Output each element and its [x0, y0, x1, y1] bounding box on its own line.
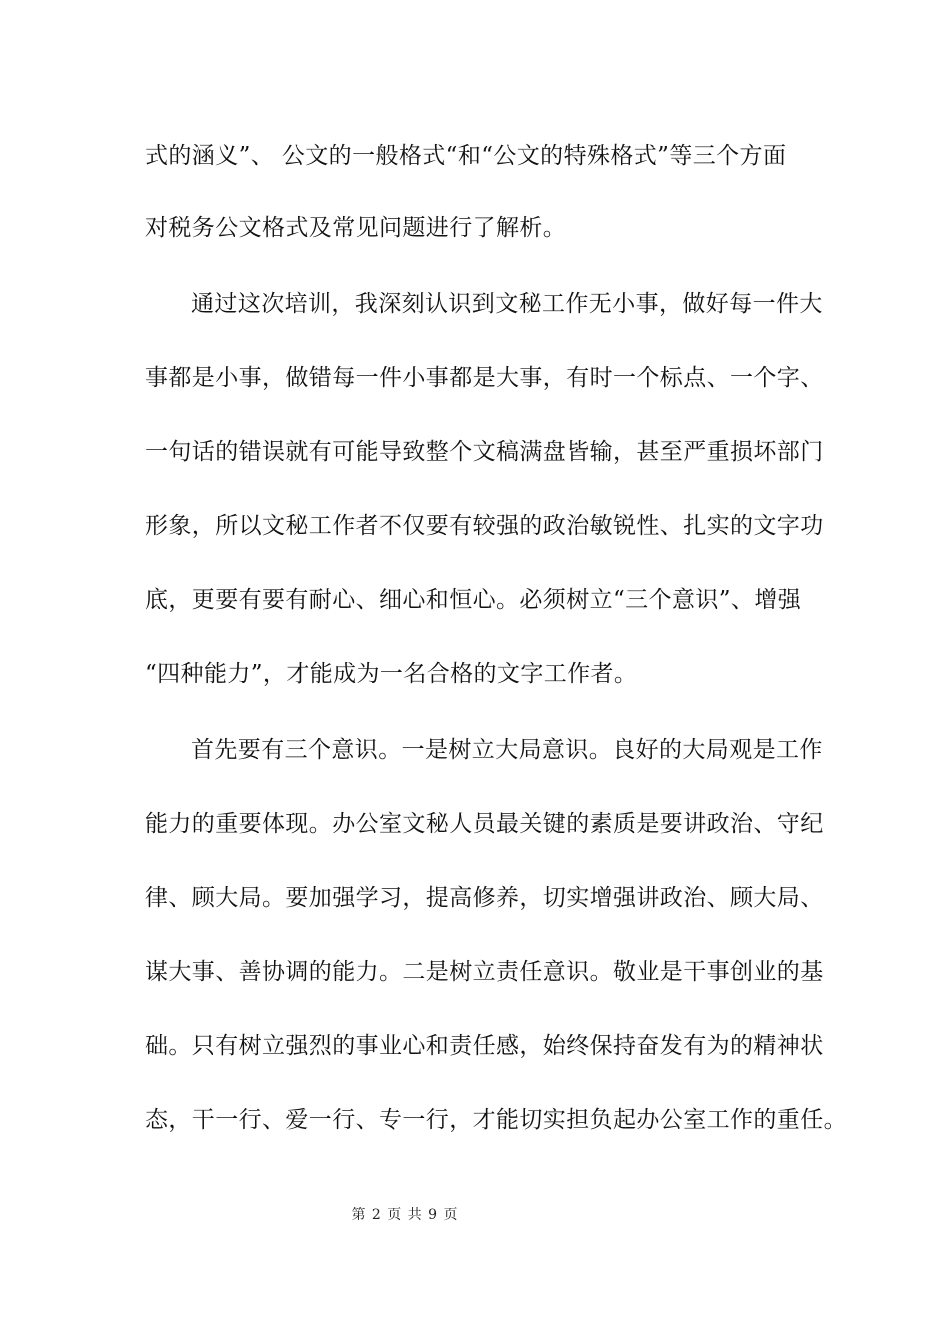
paragraph-line: 础。只有树立强烈的事业心和责任感，始终保持奋发有为的精神状 — [145, 1033, 824, 1059]
paragraph-line: 律、顾大局。要加强学习，提高修养，切实增强讲政治、顾大局、 — [145, 885, 824, 911]
paragraph-line: 形象，所以文秘工作者不仅要有较强的政治敏锐性、扎实的文字功 — [145, 513, 824, 539]
page-number-footer: 第 2 页 共 9 页 — [351, 1207, 459, 1223]
paragraph-line: 首先要有三个意识。一是树立大局意识。良好的大局观是工作 — [191, 737, 823, 763]
paragraph-line: 一句话的错误就有可能导致整个文稿满盘皆输，甚至严重损坏部门 — [145, 439, 824, 465]
paragraph-line: 谋大事、善协调的能力。二是树立责任意识。敬业是干事创业的基 — [145, 959, 824, 985]
paragraph-line: “四种能力”，才能成为一名合格的文字工作者。 — [145, 661, 638, 687]
paragraph-line: 式的涵义”、 公文的一般格式“和“公文的特殊格式”等三个方面 — [145, 143, 787, 169]
paragraph-line: 对税务公文格式及常见问题进行了解析。 — [145, 215, 567, 241]
paragraph-line: 能力的重要体现。办公室文秘人员最关键的素质是要讲政治、守纪 — [145, 811, 824, 837]
paragraph-line: 态，干一行、爱一行、专一行，才能切实担负起办公室工作的重任。 — [145, 1107, 847, 1133]
paragraph-line: 底，更要有要有耐心、细心和恒心。必须树立“三个意识”、增强 — [145, 587, 802, 613]
paragraph-line: 事都是小事，做错每一件小事都是大事，有时一个标点、一个字、 — [145, 365, 824, 391]
paragraph-line: 通过这次培训，我深刻认识到文秘工作无小事，做好每一件大 — [191, 291, 823, 317]
